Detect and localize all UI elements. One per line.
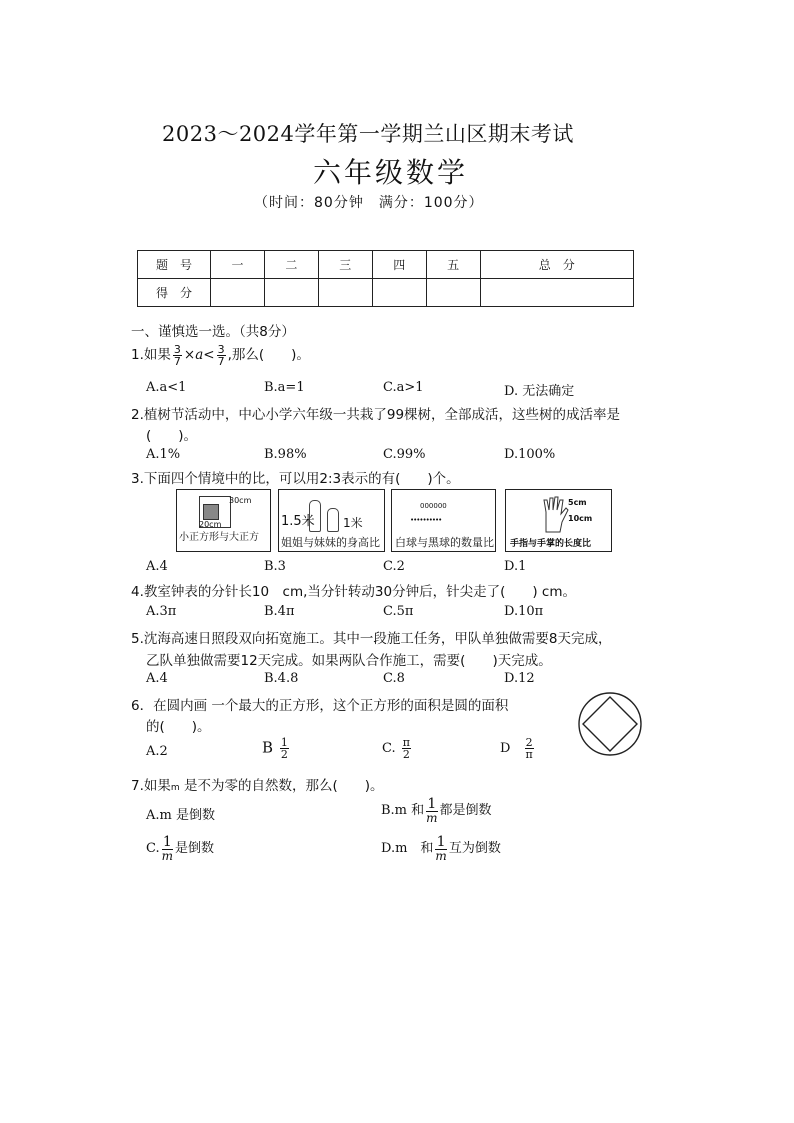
question-7 [131,774,384,794]
q6-option-b-label: B [262,738,274,757]
q3-image-squares [176,489,271,552]
q5-option-b[interactable]: B.4.8 [264,671,299,686]
q7-d-num: 1 [436,834,446,850]
question-5-line-2: 乙队单独做需要12天完成。如果两队合作施工，需要( )天完成。 [146,653,552,669]
question-6-line-1: 6．在圆内画 一个最大的正方形，这个正方形的面积是圆的面积 [131,698,509,714]
q2-option-b[interactable]: B.98% [264,447,307,462]
score-cell-score-label: 得 分 [138,279,211,307]
q1-f2-num: 3 [217,342,225,356]
question-2-line-2: ( )。 [146,428,198,444]
q3-option-b[interactable]: B.3 [264,559,286,574]
q4-option-d[interactable]: D.10π [504,604,544,619]
score-input-1[interactable] [211,279,265,307]
q3-img4-label-5cm: 5cm [568,498,587,507]
score-input-2[interactable] [264,279,318,307]
question-6-line-2: 的( )。 [146,719,211,735]
q7-option-b-suffix: 都是倒数 [439,803,492,818]
q6-option-c-label: C. [382,741,396,756]
q6-b-num: 1 [280,736,288,749]
exam-title: 2023～2024学年第一学期兰山区期末考试 [162,122,574,146]
q1-fraction-1 [173,344,182,367]
q5-option-a[interactable]: A.4 [146,671,168,686]
q6-option-b-fraction [280,737,289,760]
q6-b-den: 2 [280,748,288,761]
q3-option-a[interactable]: A.4 [146,559,168,574]
q7-prefix: 7.如果 [131,778,171,794]
score-table [137,250,634,307]
q3-img1-label-20cm: 20cm [199,520,222,529]
score-cell-total: 总 分 [480,251,633,279]
q7-suffix: 是不为零的自然数，那么( )。 [179,778,384,794]
q3-option-c[interactable]: C.2 [383,559,405,574]
q1-f1-den: 7 [173,354,181,368]
question-5-line-1: 5.沈海高速日照段双向拓宽施工。其中一段施工任务，甲队单独做需要8天完成， [131,631,612,647]
score-table-header-row [138,251,634,279]
q5-option-c[interactable]: C.8 [383,671,405,686]
q7-option-c-fraction [162,835,173,862]
q7-option-d-prefix: D.m 和 [381,841,434,856]
q3-img2-label-1-5m: 1.5米 [281,514,315,529]
exam-meta: （时间：80分钟 满分：100分） [254,195,484,211]
question-3: 3.下面四个情境中的比，可以用2:3表示的有( )个。 [131,471,460,487]
q7-option-c-prefix: C. [146,841,160,856]
q5-option-d[interactable]: D.12 [504,671,535,686]
small-square-shape [203,504,219,520]
score-table-score-row [138,279,634,307]
q7-option-c[interactable] [146,835,214,862]
q6-c-num: π [402,736,410,749]
q2-option-a[interactable]: A.1% [146,447,181,462]
q3-img4-label-10cm: 10cm [568,514,593,523]
score-cell-section-2: 二 [264,251,318,279]
q2-option-c[interactable]: C.99% [383,447,426,462]
q6-option-b[interactable] [262,737,291,760]
subject-title: 六年级数学 [313,156,469,189]
younger-sister-figure [327,508,339,532]
q3-img4-caption: 手指与手掌的长度比 [510,539,592,549]
q6-option-c-fraction [402,737,411,760]
score-cell-section-5: 五 [426,251,480,279]
score-input-3[interactable] [318,279,372,307]
q6-d-den: π [525,748,533,761]
q7-option-b-fraction [426,797,437,824]
q1-option-d[interactable]: D. 无法确定 [504,384,575,399]
q3-img2-label-1m: 1米 [343,516,363,530]
older-sister-figure [309,500,321,532]
q6-option-a[interactable]: A.2 [146,744,168,759]
q3-image-hand [505,489,612,552]
score-cell-section-1: 一 [211,251,265,279]
q3-image-heights [278,489,385,552]
q7-c-den: m [161,849,174,863]
q4-option-b[interactable]: B.4π [264,604,295,619]
question-2-line-1: 2.植树节活动中，中心小学六年级一共栽了99棵树，全部成活，这些树的成活率是 [131,407,621,423]
q7-option-b[interactable] [381,797,492,824]
q1-f2-den: 7 [217,354,225,368]
score-cell-section-4: 四 [372,251,426,279]
question-1 [131,343,310,367]
question-4: 4.教室钟表的分针长10 cm,当分针转动30分钟后，针尖走了( ) cm。 [131,584,576,600]
q2-option-d[interactable]: D.100% [504,447,556,462]
q4-option-a[interactable]: A.3π [146,604,177,619]
q7-option-c-suffix: 是倒数 [175,841,215,856]
q1-suffix: ,那么( )。 [227,347,310,363]
q6-option-d-label: D [500,741,511,756]
score-cell-label: 题 号 [138,251,211,279]
q7-option-d[interactable] [381,835,501,862]
q1-fraction-2 [217,344,226,367]
q7-variable-m: m [170,783,180,793]
q6-option-c[interactable] [382,737,413,760]
q1-option-b[interactable]: B.a=1 [264,380,305,395]
score-input-4[interactable] [372,279,426,307]
q6-d-num: 2 [525,736,533,749]
q1-f1-num: 3 [173,342,181,356]
q1-times-a: ×a< [183,347,215,363]
q3-img1-label-30cm: 30cm [229,496,252,505]
q3-img1-caption: 小正方形与大正方 [179,532,259,543]
q6-option-d[interactable] [500,737,536,760]
q4-option-c[interactable]: C.5π [383,604,414,619]
q7-c-num: 1 [162,834,172,850]
q7-option-b-prefix: B.m 和 [381,803,425,818]
q7-option-a[interactable]: A.m 是倒数 [146,808,215,823]
q7-b-den: m [426,811,438,825]
q1-option-a[interactable]: A.a<1 [146,380,187,395]
q6-option-d-fraction [525,737,534,760]
q3-option-d[interactable]: D.1 [504,559,527,574]
q7-option-d-suffix: 互为倒数 [448,841,501,856]
q3-img3-white-balls: 000000 [420,502,447,510]
q3-img3-black-balls: •••••••••• [410,516,442,524]
q3-img3-caption: 白球与黑球的数量比 [395,536,494,549]
score-input-5[interactable] [426,279,480,307]
q1-option-c[interactable]: C.a>1 [383,380,424,395]
q3-image-balls [391,489,496,552]
q6-c-den: 2 [402,748,410,761]
q7-d-den: m [435,849,447,863]
q3-img2-caption: 姐姐与妹妹的身高比 [281,536,380,549]
q1-prefix: 1.如果 [131,347,171,363]
q7-option-d-fraction [435,835,446,862]
q7-b-num: 1 [427,796,437,812]
score-cell-section-3: 三 [318,251,372,279]
score-input-total[interactable] [480,279,633,307]
circle-square-figure [577,691,643,757]
section-title: 一、谨慎选一选。（共8分） [131,324,295,340]
